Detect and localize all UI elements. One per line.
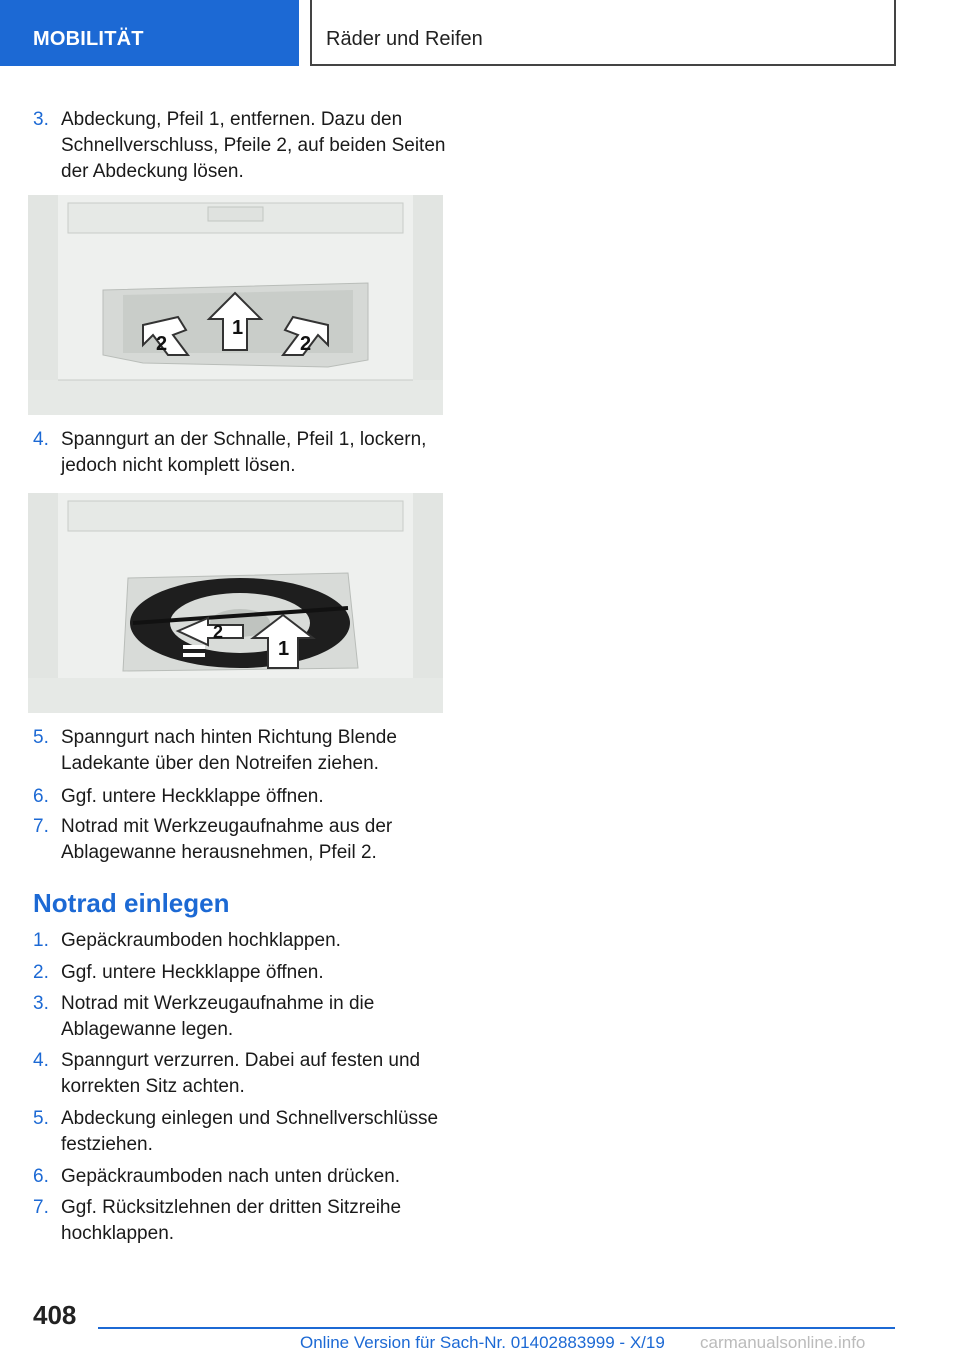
step-number: 2. <box>33 962 49 983</box>
step-text: Ggf. untere Heckklappe öffnen. <box>61 962 324 983</box>
step-text: Spanngurt verzurren. Dabei auf festen und korrekten Sitz achten. <box>61 1050 421 1097</box>
step-number: 7. <box>33 1197 49 1218</box>
step-text: Spanngurt nach hinten Richtung Blende Ladekante über den Notreifen ziehen. <box>61 727 397 774</box>
section-title: Notrad einlegen <box>33 888 230 918</box>
arrow-label-2-right: 2 <box>300 333 312 355</box>
step-number: 4. <box>33 429 49 450</box>
header-chapter-label: Räder und Reifen <box>310 0 896 66</box>
arrow-label-2: 2 <box>213 622 224 642</box>
step-number: 6. <box>33 786 49 807</box>
watermark: carmanualsonline.info <box>700 1333 866 1352</box>
step-number: 3. <box>33 109 49 130</box>
step-text: Gepäckraumboden hochklappen. <box>61 930 341 951</box>
step-text: Notrad mit Werkzeugaufnahme aus der Ablagewanne herausnehmen, Pfeil 2. <box>61 816 393 863</box>
footer-divider <box>98 1327 895 1329</box>
figure-spare-wheel <box>28 493 443 713</box>
step-text: Abdeckung, Pfeil 1, entfernen. Dazu den Schnellverschluss, Pfeile 2, auf beiden Seiten der Abdeckung lösen. <box>61 109 446 182</box>
step-text: Notrad mit Werkzeugaufnahme in die Ablagewanne legen. <box>61 993 375 1040</box>
footer-version-text: Online Version für Sach-Nr. 01402883999 - X/19 <box>300 1333 665 1352</box>
step-number: 3. <box>33 993 49 1014</box>
step-text: Gepäckraumboden nach unten drücken. <box>61 1166 401 1187</box>
step-number: 5. <box>33 1108 49 1129</box>
page-number: 408 <box>33 1300 77 1330</box>
step-number: 5. <box>33 727 49 748</box>
step-text: Abdeckung einlegen und Schnellverschlüsse festziehen. <box>61 1108 439 1155</box>
step-number: 6. <box>33 1166 49 1187</box>
arrow-label-1: 1 <box>232 317 244 339</box>
step-number: 4. <box>33 1050 49 1071</box>
step-number: 7. <box>33 816 49 837</box>
step-number: 1. <box>33 930 49 951</box>
header-section-label: MOBILITÄT <box>0 0 299 66</box>
step-text: Ggf. untere Heckklappe öffnen. <box>61 786 324 807</box>
step-text: Ggf. Rücksitzlehnen der dritten Sitzreihe hochklappen. <box>61 1197 402 1244</box>
arrow-label-2-left: 2 <box>156 333 168 355</box>
step-text: Spanngurt an der Schnalle, Pfeil 1, lockern, jedoch nicht komplett lösen. <box>61 429 427 476</box>
arrow-label-1: 1 <box>278 638 290 660</box>
figure-cargo-cover <box>28 195 443 415</box>
